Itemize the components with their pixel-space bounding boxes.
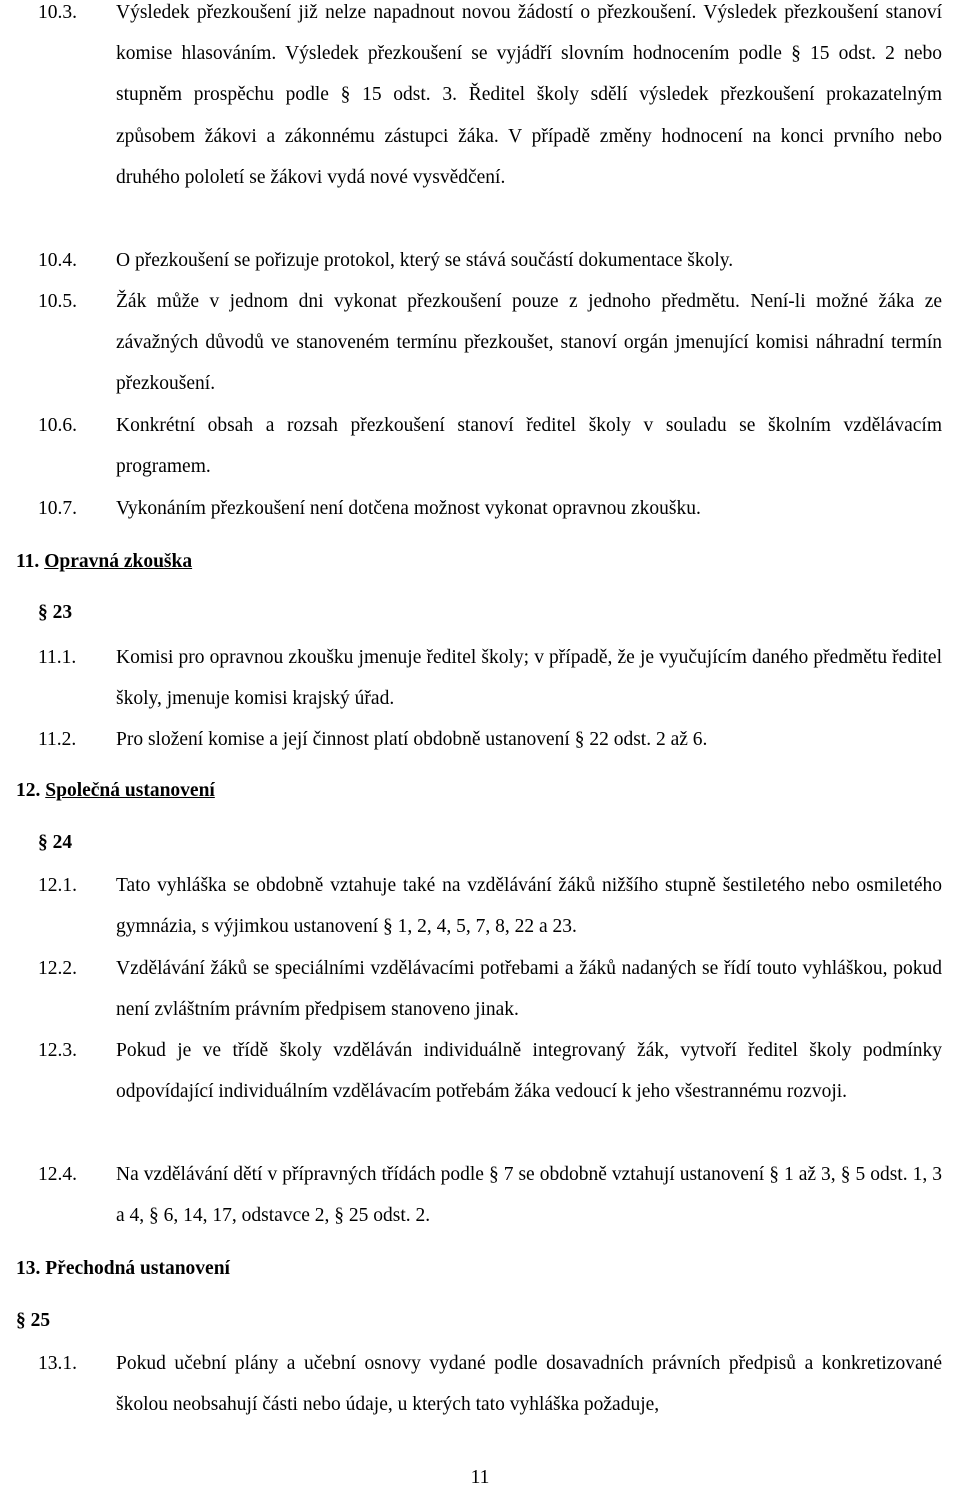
paragraph-text: Pokud je ve třídě školy vzděláván individuálně integrovaný žák, vytvoří ředitel školy podmínky odpovídající individuálním vzdělávacím potřebám žáka vedoucí k jeho všestrannému rozvoji. [116, 1040, 942, 1103]
heading-title: Společná ustanovení [45, 780, 215, 801]
paragraph-text: Žák může v jednom dni vykonat přezkoušení pouze z jednoho předmětu. Není-li možné žáka ze závažných důvodů ve stanoveném termínu přezkoušet, stanoví orgán jmenující komisi náhradní termín přezkoušení. [116, 291, 942, 395]
paragraph-number: 12.1. [38, 875, 77, 896]
paragraph-number: 10.6. [38, 415, 77, 436]
paragraph-text: O přezkoušení se pořizuje protokol, který se stává součástí dokumentace školy. [116, 250, 734, 271]
heading-title: Opravná zkouška [44, 551, 193, 572]
page-number: 11 [470, 1467, 490, 1488]
paragraph-text: Konkrétní obsah a rozsah přezkoušení stanoví ředitel školy v souladu se školním vzdělávacím programem. [116, 415, 942, 478]
paragraph-text: Pokud učební plány a učební osnovy vydané podle dosavadních právních předpisů a konkretizované školou neobsahují části nebo údaje, u kterých tato vyhláška požaduje, [116, 1353, 942, 1416]
paragraph-number: 10.7. [38, 498, 77, 519]
section-mark-23: § 23 [38, 602, 73, 623]
paragraph-text: Pro složení komise a její činnost platí obdobně ustanovení § 22 odst. 2 až 6. [116, 729, 708, 750]
paragraph-number: 10.3. [38, 2, 77, 23]
paragraph-text: Vzdělávání žáků se speciálními vzdělávacími potřebami a žáků nadaných se řídí touto vyhláškou, pokud není zvláštním právním předpisem stanoveno jinak. [116, 958, 942, 1021]
paragraph-number: 12.4. [38, 1164, 77, 1185]
paragraph-number: 11.1. [38, 647, 77, 668]
paragraph-text: Výsledek přezkoušení již nelze napadnout novou žádostí o přezkoušení. Výsledek přezkoušení stanoví komise hlasováním. Výsledek přezkoušení se vyjádří slovním hodnocením podle § 15 odst. 2 nebo stupněm prospěchu podle § 15 odst. 3. Ředitel školy sdělí výsledek přezkoušení prokazatelným způsobem žákovi a zákonnému zástupci žáka. V případě změny hodnocení na konci prvního nebo druhého pololetí se žákovi vydá nové vysvědčení. [116, 2, 942, 188]
paragraph-number: 12.2. [38, 958, 77, 979]
paragraph-number: 10.5. [38, 291, 77, 312]
section-heading-11 [16, 547, 192, 577]
section-mark-24: § 24 [38, 832, 73, 853]
section-heading-12 [16, 776, 215, 806]
paragraph-text: Tato vyhláška se obdobně vztahuje také na vzdělávání žáků nižšího stupně šestiletého nebo osmiletého gymnázia, s výjimkou ustanovení § 1, 2, 4, 5, 7, 8, 22 a 23. [116, 875, 942, 938]
section-heading-13 [16, 1254, 230, 1284]
paragraph-number: 11.2. [38, 729, 77, 750]
paragraph-number: 12.3. [38, 1040, 77, 1061]
heading-number: 13. [16, 1258, 41, 1279]
paragraph-text: Na vzdělávání dětí v přípravných třídách podle § 7 se obdobně vztahují ustanovení § 1 až 3, § 5 odst. 1, 3 a 4, § 6, 14, 17, odstavce 2, § 25 odst. 2. [116, 1164, 942, 1227]
heading-number: 11. [16, 551, 40, 572]
heading-number: 12. [16, 780, 41, 801]
paragraph-text: Komisi pro opravnou zkoušku jmenuje ředitel školy; v případě, že je vyučujícím daného předmětu ředitel školy, jmenuje komisi krajský úřad. [116, 647, 942, 710]
section-mark-25: § 25 [16, 1310, 51, 1331]
paragraph-text: Vykonáním přezkoušení není dotčena možnost vykonat opravnou zkoušku. [116, 498, 701, 519]
paragraph-number: 13.1. [38, 1353, 77, 1374]
paragraph-number: 10.4. [38, 250, 77, 271]
heading-title: Přechodná ustanovení [45, 1258, 230, 1279]
